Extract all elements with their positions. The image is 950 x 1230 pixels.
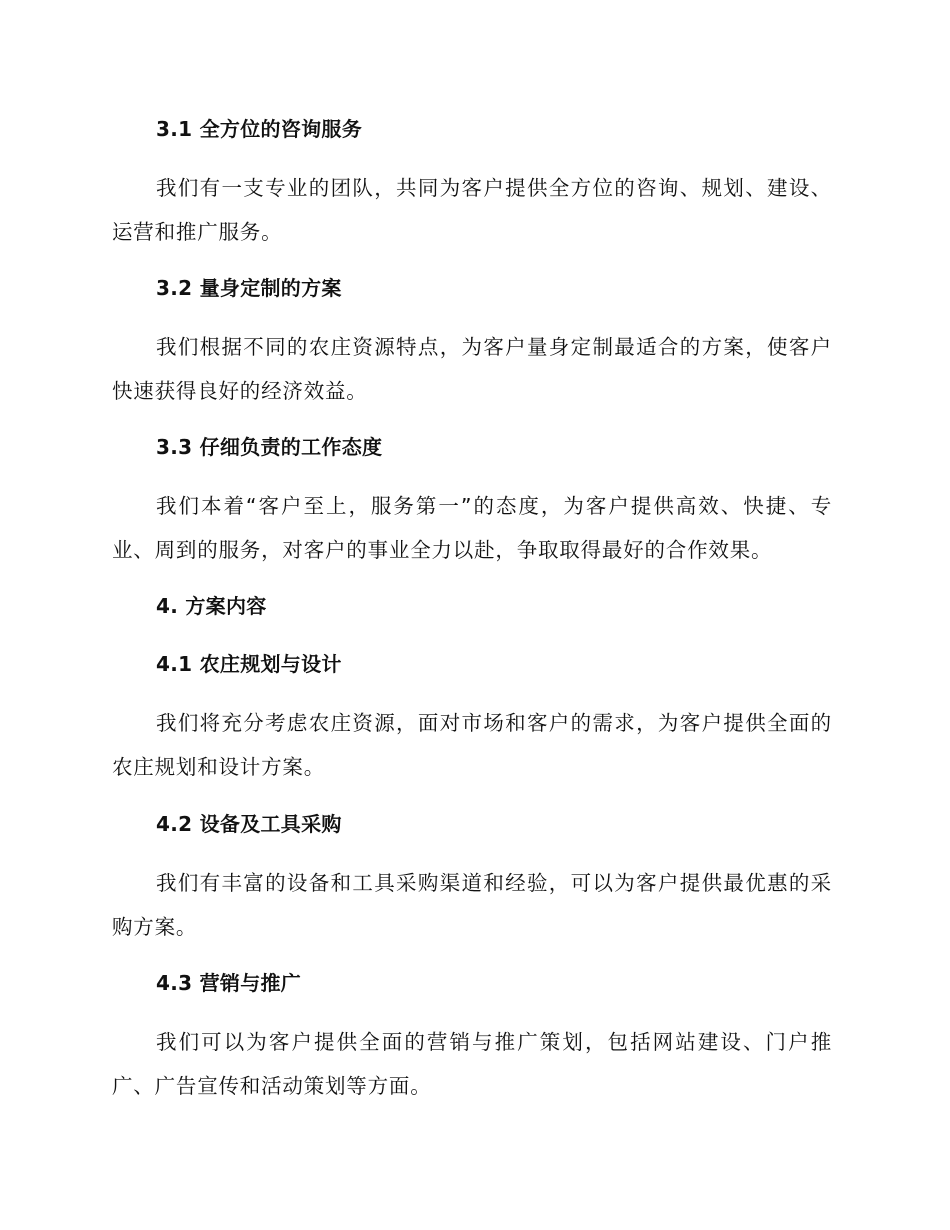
section-body-3-2: 我们根据不同的农庄资源特点，为客户量身定制最适合的方案，使客户快速获得良好的经济效益。 bbox=[112, 335, 832, 403]
section-body-3-3: 我们本着“客户至上，服务第一”的态度，为客户提供高效、快捷、专业、周到的服务，对客户的事业全力以赴，争取取得最好的合作效果。 bbox=[112, 494, 832, 562]
section-heading-3-2: 3.2 量身定制的方案 bbox=[156, 276, 342, 300]
section-heading-3-1: 3.1 全方位的咨询服务 bbox=[156, 117, 362, 141]
section-body-4-2: 我们有丰富的设备和工具采购渠道和经验，可以为客户提供最优惠的采购方案。 bbox=[112, 871, 832, 939]
section-heading-4-3: 4.3 营销与推广 bbox=[156, 971, 302, 995]
section-heading-4: 4. 方案内容 bbox=[156, 594, 267, 618]
section-body-4-1: 我们将充分考虑农庄资源，面对市场和客户的需求，为客户提供全面的农庄规划和设计方案。 bbox=[112, 711, 832, 779]
section-body-3-1: 我们有一支专业的团队，共同为客户提供全方位的咨询、规划、建设、运营和推广服务。 bbox=[112, 176, 832, 244]
section-heading-4-2: 4.2 设备及工具采购 bbox=[156, 812, 342, 836]
section-heading-3-3: 3.3 仔细负责的工作态度 bbox=[156, 435, 383, 459]
section-heading-4-1: 4.1 农庄规划与设计 bbox=[156, 652, 342, 676]
section-body-4-3: 我们可以为客户提供全面的营销与推广策划，包括网站建设、门户推广、广告宣传和活动策划等方面。 bbox=[112, 1030, 832, 1098]
